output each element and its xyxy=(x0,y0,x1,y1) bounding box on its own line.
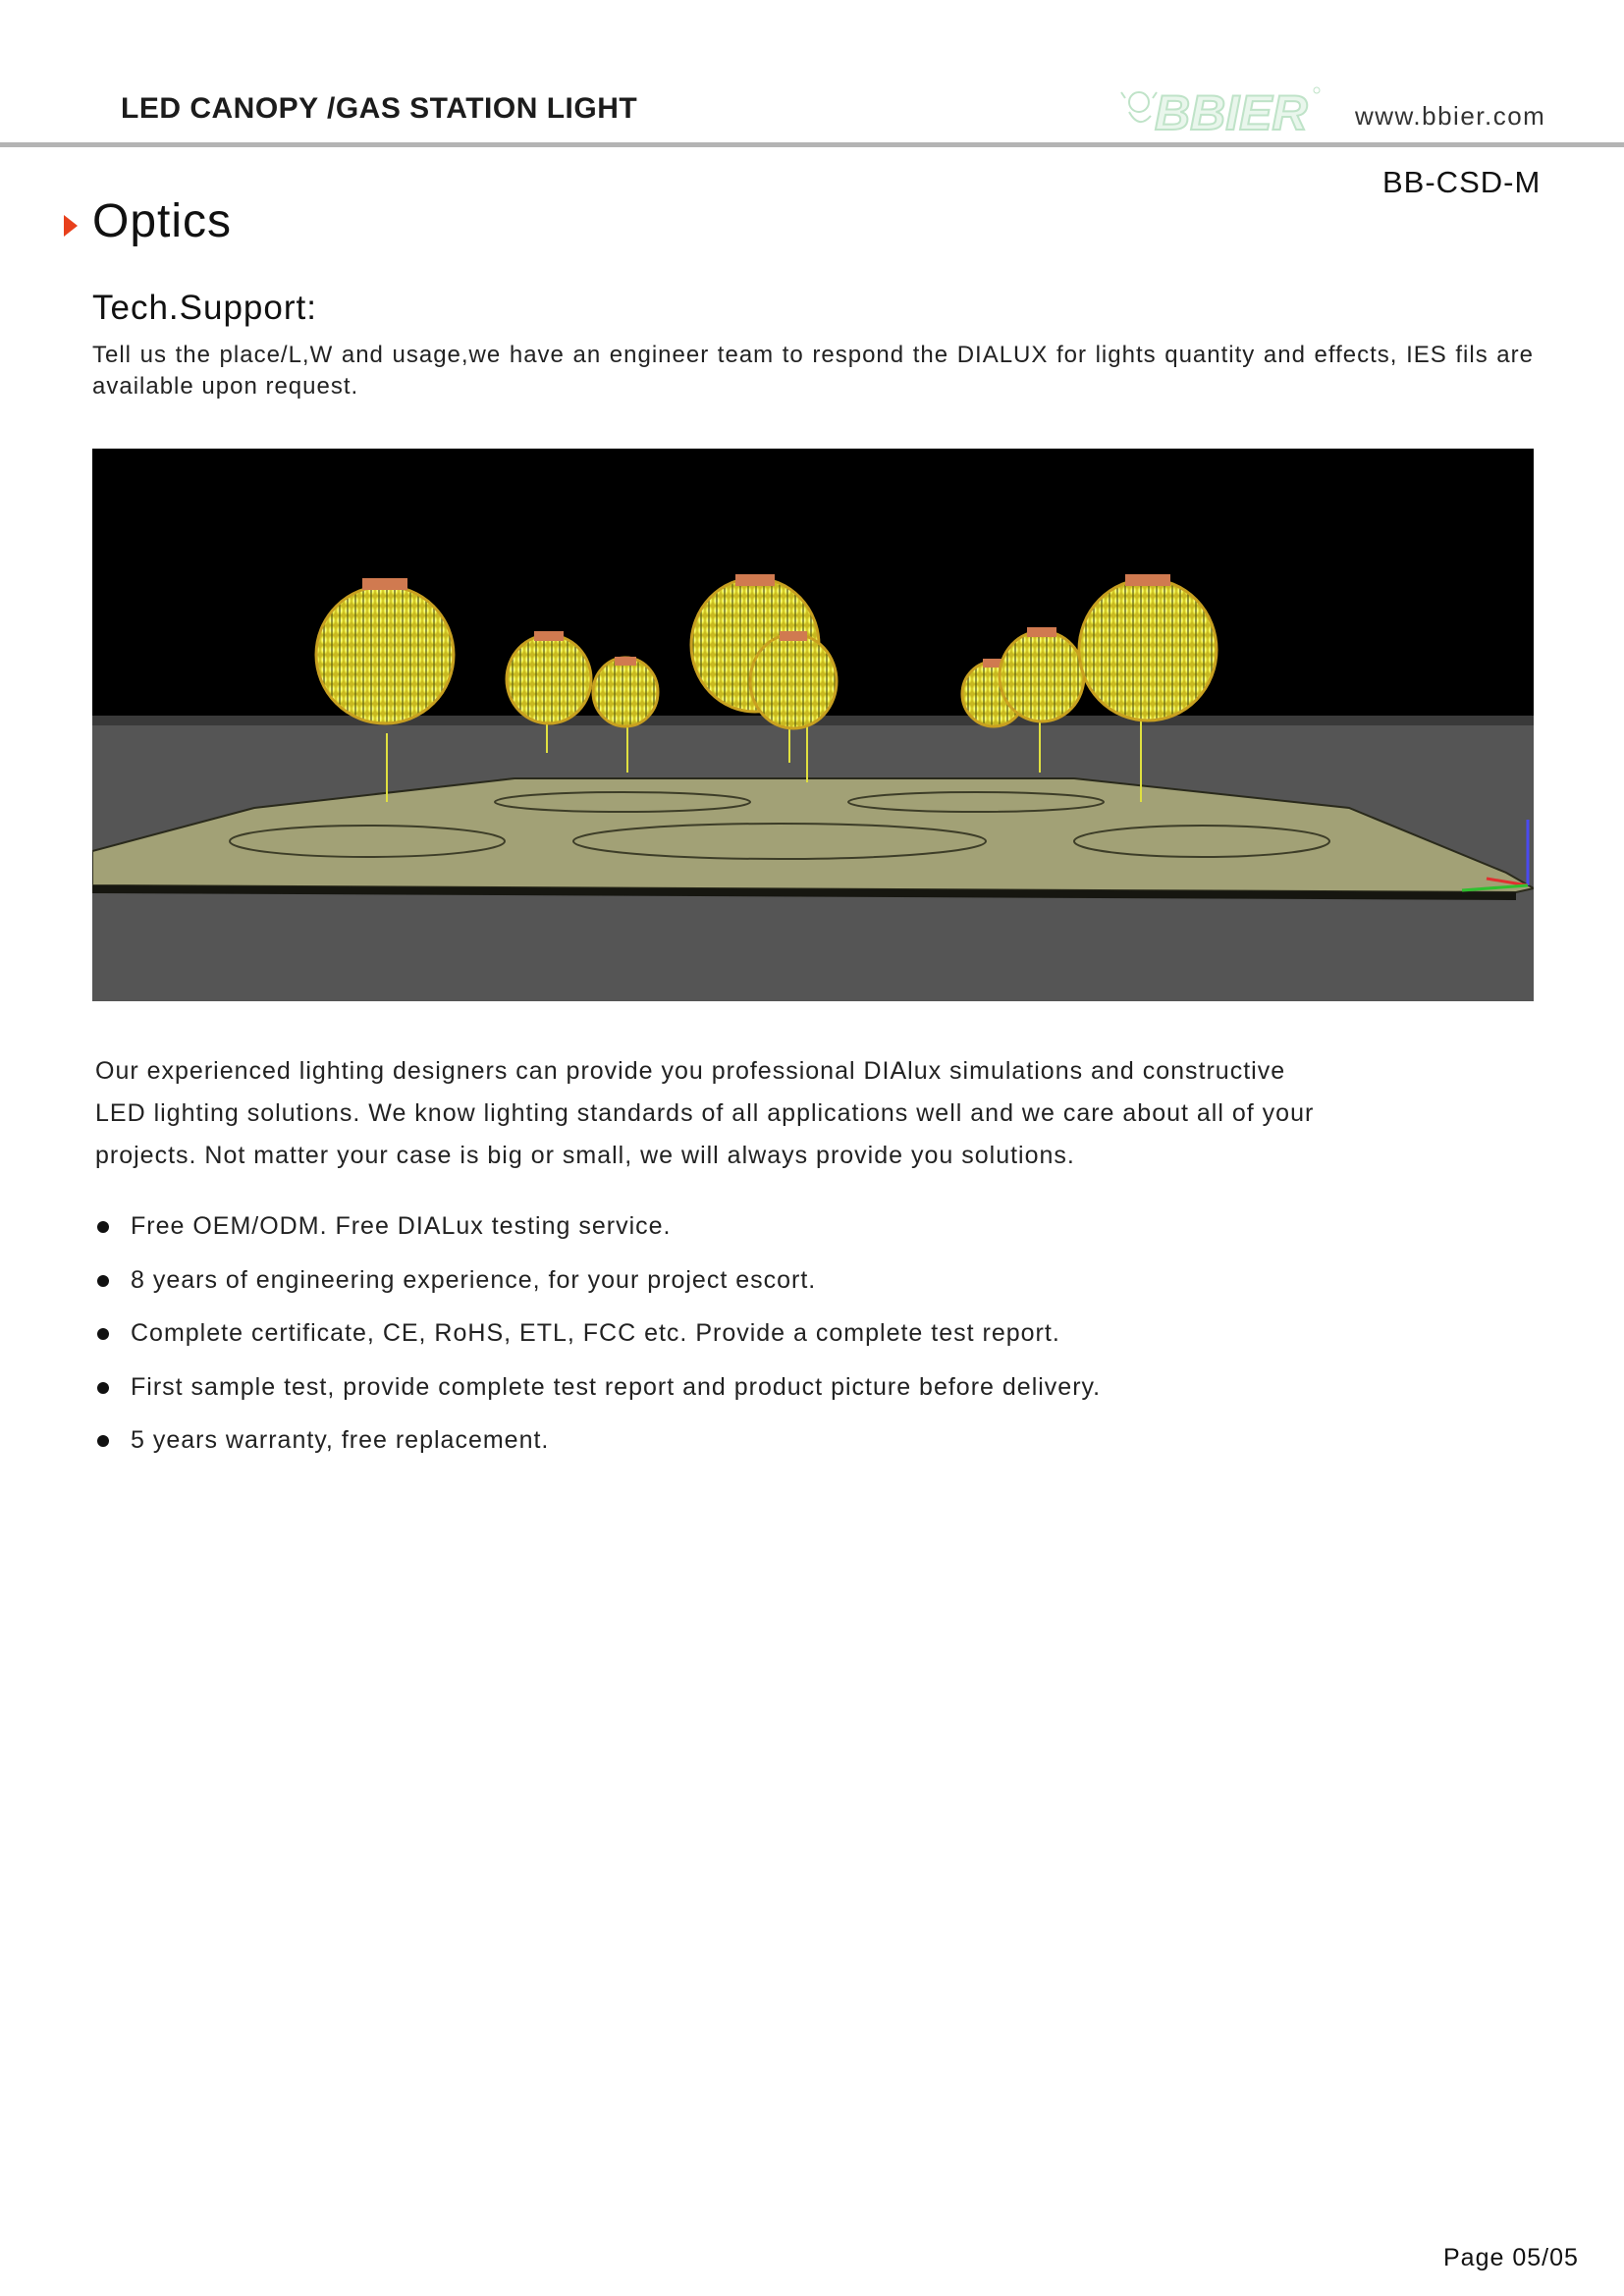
description-paragraph xyxy=(95,1050,1489,1177)
feature-text: First sample test, provide complete test report and product picture before delivery. xyxy=(131,1372,1102,1401)
description-line: Our experienced lighting designers can provide you professional DIAlux simulations and constructive xyxy=(95,1057,1286,1085)
feature-item xyxy=(95,1426,1101,1480)
model-code: BB-CSD-M xyxy=(1382,165,1542,199)
feature-text: 8 years of engineering experience, for your project escort. xyxy=(131,1265,817,1294)
description-line: projects. Not matter your case is big or small, we will always provide you solutions. xyxy=(95,1142,1075,1169)
tech-support-heading: Tech.Support: xyxy=(92,289,317,327)
page-number: Page 05/05 xyxy=(1443,2244,1579,2271)
triangle-bullet-icon xyxy=(62,213,80,239)
bullet-icon xyxy=(97,1328,109,1340)
feature-text: 5 years warranty, free replacement. xyxy=(131,1426,550,1454)
section-title: Optics xyxy=(92,195,233,247)
bullet-icon xyxy=(97,1435,109,1447)
bullet-icon xyxy=(97,1275,109,1287)
feature-item xyxy=(95,1319,1101,1373)
bbier-logo xyxy=(1117,80,1324,139)
feature-item xyxy=(95,1212,1101,1266)
dialux-render-image xyxy=(92,449,1534,1001)
bullet-icon xyxy=(97,1382,109,1394)
svg-text:BBIER: BBIER xyxy=(1155,85,1308,139)
intro-paragraph: Tell us the place/L,W and usage,we have an engineer team to respond the DIALUX for lights quantity and effects, IES fils are available upon request. xyxy=(92,342,1534,400)
feature-text: Free OEM/ODM. Free DIALux testing service. xyxy=(131,1212,672,1240)
bullet-icon xyxy=(97,1221,109,1233)
feature-item xyxy=(95,1373,1101,1427)
feature-list xyxy=(95,1212,1101,1480)
feature-text: Complete certificate, CE, RoHS, ETL, FCC etc. Provide a complete test report. xyxy=(131,1319,1060,1347)
header-title: LED CANOPY /GAS STATION LIGHT xyxy=(121,92,638,125)
website-url: www.bbier.com xyxy=(1355,101,1546,131)
feature-item xyxy=(95,1266,1101,1320)
header-divider xyxy=(0,142,1624,147)
description-line: LED lighting solutions. We know lighting standards of all applications well and we care about all of your xyxy=(95,1099,1315,1127)
